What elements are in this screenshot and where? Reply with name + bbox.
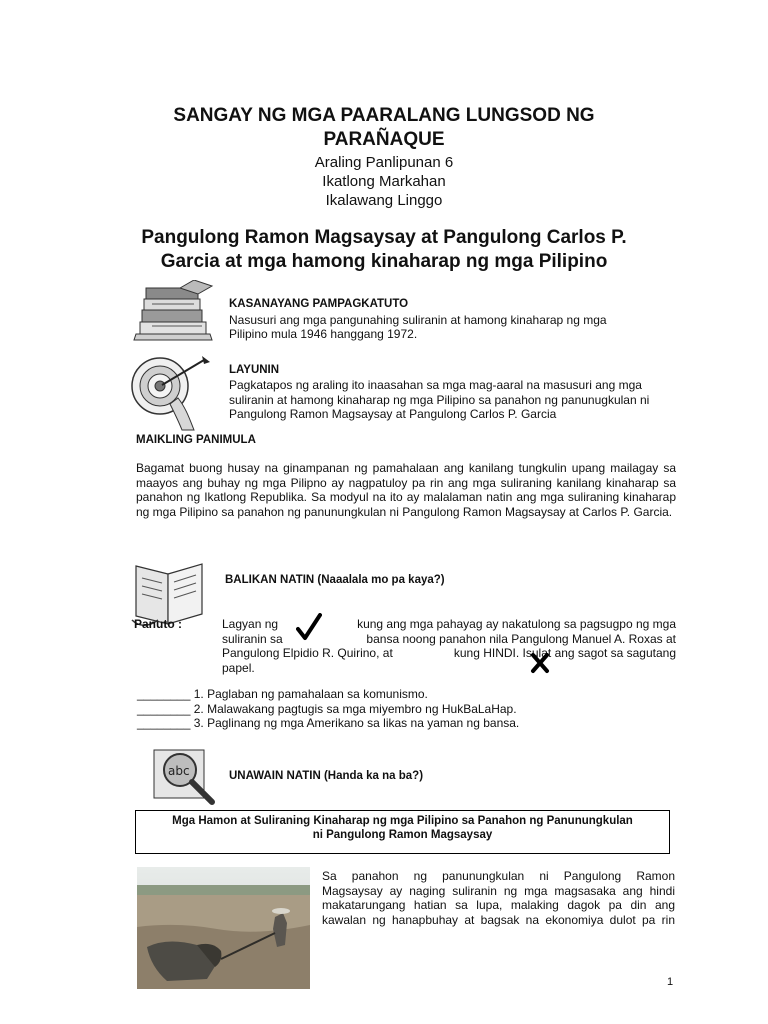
balikan-items <box>137 687 519 731</box>
list-item: ________ 3. Paglinang ng mga Amerikano sa likas na yaman ng bansa. <box>137 716 520 730</box>
week-name: Ikalawang Linggo <box>325 192 443 209</box>
kasanayan-line1: Nasusuri ang mga pangunahing suliranin at hamong kinaharap ng mga <box>229 313 607 327</box>
layunin-line3: Pangulong Ramon Magsaysay at Pangulong Carlos P. Garcia <box>229 407 557 421</box>
panimula-text: Bagamat buong husay na ginampanan ng pamahalaan ang kanilang tungkulin upang mailagay sa maayos ang buhay ng mga Pilipno ay nagpatuloy pa rin ang mga suliraning kanilang kinaharap sa panahon ng Ikatlong Republika. Sa modyul na ito ay malalaman natin ang mga suliraning kinaharap ng mga Pilipino sa panahon ng panunungkulan ni Pangulong Ramon Magsaysay at Carlos P. Garcia. <box>136 461 676 519</box>
svg-text:abc: abc <box>168 764 190 778</box>
header-line2: PARAÑAQUE <box>323 129 445 150</box>
unawain-p1: Sa panahon ng panunungkulan ni Pangulong Ramon <box>322 869 675 883</box>
panuto-text <box>222 617 676 675</box>
lesson-title-line1: Pangulong Ramon Magsaysay at Pangulong Carlos P. <box>141 227 627 248</box>
x-mark-icon <box>530 652 550 674</box>
layunin-label: LAYUNIN <box>229 364 280 376</box>
subject-block <box>0 153 768 210</box>
unawain-label: UNAWAIN NATIN (Handa ka na ba?) <box>229 770 424 782</box>
quarter-name: Ikatlong Markahan <box>322 173 446 190</box>
unawain-paragraph <box>322 869 675 927</box>
target-icon <box>128 350 214 432</box>
list-item: ________ 1. Paglaban ng pamahalaan sa komunismo. <box>137 687 428 701</box>
magnifier-icon <box>150 744 222 806</box>
layunin-line1: Pagkatapos ng araling ito inaasahan sa mga mag-aaral na masusuri ang mga <box>229 378 642 392</box>
panuto-label: Panuto : <box>134 617 182 631</box>
header-line1: SANGAY NG MGA PAARALANG LUNGSOD NG <box>173 105 595 126</box>
kasanayan-line2: Pilipino mula 1946 hanggang 1972. <box>229 327 418 341</box>
kasanayan-text <box>229 313 607 341</box>
school-division-title <box>0 104 768 152</box>
subject-name: Araling Panlipunan 6 <box>314 154 454 171</box>
books-icon <box>132 280 217 342</box>
layunin-line2: suliranin at hamong kinaharap ng mga Pilipino sa panahon ng panunugkulan ni <box>229 392 650 407</box>
kasanayan-label: KASANAYANG PAMPAGKATUTO <box>229 298 409 310</box>
panimula-label: MAIKLING PANIMULA <box>136 434 256 446</box>
balikan-label: BALIKAN NATIN (Naaalala mo pa kaya?) <box>225 574 445 586</box>
page-number: 1 <box>667 976 674 988</box>
unawain-p2: Magsaysay ay naging suliranin ng mga magsasaka ang hindi <box>322 883 675 898</box>
check-mark-icon <box>296 613 322 641</box>
panuto-line3: Pangulong Elpidio R. Quirino, at kung HINDI. Isulat ang sagot sa sagutang <box>222 646 676 660</box>
panuto-line4: papel. <box>222 660 255 675</box>
box-line1: Mga Hamon at Suliraning Kinaharap ng mga Pilipino sa Panahon ng Panunungkulan <box>172 815 633 827</box>
unawain-p3: makatarungang hatian sa lupa, malaking dagok pa din ang <box>322 898 675 912</box>
box-line2: ni Pangulong Ramon Magsaysay <box>312 829 493 841</box>
lesson-title <box>0 226 768 274</box>
section-heading-box <box>135 810 670 854</box>
list-item: ________ 2. Malawakang pagtugis sa mga miyembro ng HukBaLaHap. <box>137 701 517 716</box>
lesson-title-line2: Garcia at mga hamong kinaharap ng mga Pilipino <box>160 251 608 272</box>
panuto-line1: Lagyan ng kung ang mga pahayag ay nakatulong sa pagsugpo ng mga <box>222 617 676 631</box>
layunin-text <box>229 378 649 422</box>
farmer-carabao-photo <box>137 867 310 989</box>
unawain-p4: kawalan ng hanapbuhay at bagsak na ekonomiya dulot pa rin <box>322 912 675 927</box>
panuto-line2: suliranin sa bansa noong panahon nila Pangulong Manuel A. Roxas at <box>222 631 676 646</box>
